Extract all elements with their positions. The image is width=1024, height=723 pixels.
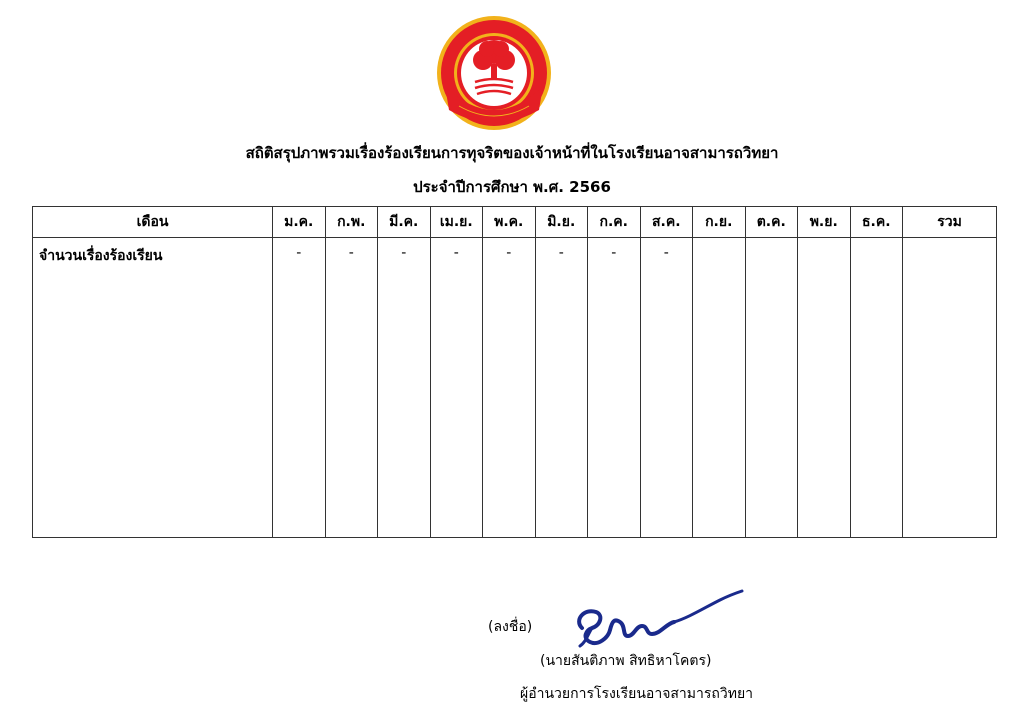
signatory-position: ผู้อำนวยการโรงเรียนอาจสามารถวิทยา <box>520 686 754 702</box>
column-header: ธ.ค. <box>850 207 903 238</box>
table-cell: - <box>273 238 326 538</box>
column-header-month: เดือน <box>33 207 273 238</box>
table-row <box>33 238 997 538</box>
signature-label: (ลงชื่อ) <box>488 619 533 635</box>
complaint-statistics-table <box>32 206 997 538</box>
table-cell: - <box>430 238 483 538</box>
report-title: สถิติสรุปภาพรวมเรื่องร้องเรียนการทุจริตของเจ้าหน้าที่ในโรงเรียนอาจสามารถวิทยา <box>245 144 779 162</box>
table-cell: - <box>588 238 641 538</box>
table-cell <box>798 238 851 538</box>
table-cell: - <box>483 238 536 538</box>
column-header: ก.ย. <box>693 207 746 238</box>
column-header: ม.ค. <box>273 207 326 238</box>
table-cell: - <box>535 238 588 538</box>
table-cell: - <box>378 238 431 538</box>
column-header: ต.ค. <box>745 207 798 238</box>
column-header: พ.ค. <box>483 207 536 238</box>
column-header: เม.ย. <box>430 207 483 238</box>
column-header: ก.พ. <box>325 207 378 238</box>
table-cell: - <box>325 238 378 538</box>
table-cell-total <box>903 238 997 538</box>
column-header: พ.ย. <box>798 207 851 238</box>
column-header: ก.ค. <box>588 207 641 238</box>
row-label: จำนวนเรื่องร้องเรียน <box>33 238 273 538</box>
signatory-name: (นายสันติภาพ สิทธิหาโคตร) <box>540 653 712 669</box>
table-cell <box>745 238 798 538</box>
column-header: ส.ค. <box>640 207 693 238</box>
handwritten-signature <box>570 588 745 650</box>
table-cell: - <box>640 238 693 538</box>
table-cell <box>850 238 903 538</box>
column-header: มิ.ย. <box>535 207 588 238</box>
report-subtitle: ประจำปีการศึกษา พ.ศ. 2566 <box>413 178 611 196</box>
column-header: มี.ค. <box>378 207 431 238</box>
table-header-row <box>33 207 997 238</box>
table-cell <box>693 238 746 538</box>
column-header-total: รวม <box>903 207 997 238</box>
school-logo <box>435 14 553 132</box>
